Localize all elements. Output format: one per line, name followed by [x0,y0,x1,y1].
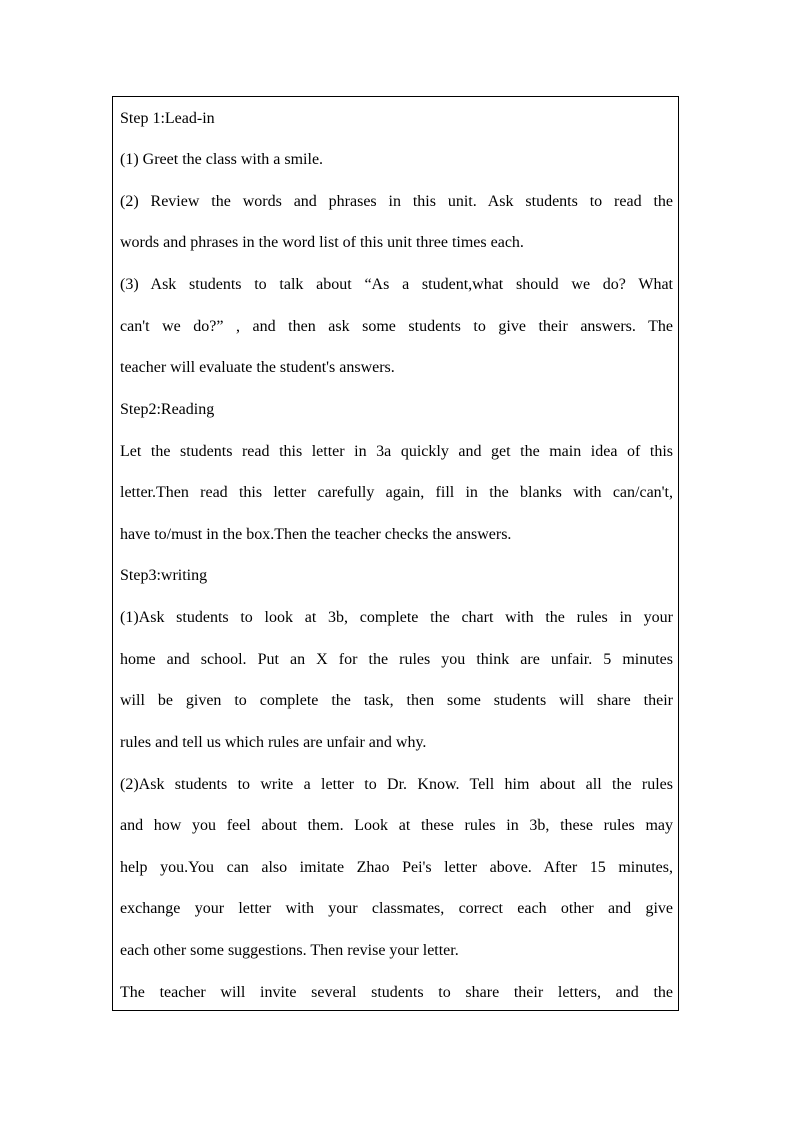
step2-line1: Let the students read this letter in 3a quickly and get the main idea of this [120,443,673,460]
lesson-plan-table-cell [112,96,679,1011]
step1-item3-line1: (3) Ask students to talk about “As a student,what should we do? What [120,276,673,293]
step3-item2-line4: exchange your letter with your classmates, correct each other and give [120,900,673,917]
step3-item2-line2: and how you feel about them. Look at these rules in 3b, these rules may [120,817,673,834]
step1-item3-line3: teacher will evaluate the student's answers. [120,359,395,376]
step3-heading: Step3:writing [120,567,208,584]
step1-heading: Step 1:Lead-in [120,110,215,127]
step3-item2-line5: each other some suggestions. Then revise your letter. [120,942,459,959]
step3-item1-line1: (1)Ask students to look at 3b, complete the chart with the rules in your [120,609,673,626]
step2-line2: letter.Then read this letter carefully again, fill in the blanks with can/can't, [120,484,673,501]
step3-item2-line3: help you.You can also imitate Zhao Pei's letter above. After 15 minutes, [120,859,673,876]
step3-item1-line4: rules and tell us which rules are unfair and why. [120,734,427,751]
step3-closing-line1: The teacher will invite several students to share their letters, and the [120,984,673,1001]
step3-item1-line3: will be given to complete the task, then some students will share their [120,692,673,709]
step3-item2-line1: (2)Ask students to write a letter to Dr. Know. Tell him about all the rules [120,776,673,793]
step1-item1: (1) Greet the class with a smile. [120,151,324,168]
step3-item1-line2: home and school. Put an X for the rules you think are unfair. 5 minutes [120,651,673,668]
step1-item2-line2: words and phrases in the word list of this unit three times each. [120,234,524,251]
step1-item2-line1: (2) Review the words and phrases in this unit. Ask students to read the [120,193,673,210]
step2-line3: have to/must in the box.Then the teacher checks the answers. [120,526,512,543]
step1-item3-line2: can't we do?” , and then ask some students to give their answers. The [120,318,673,335]
step2-heading: Step2:Reading [120,401,215,418]
